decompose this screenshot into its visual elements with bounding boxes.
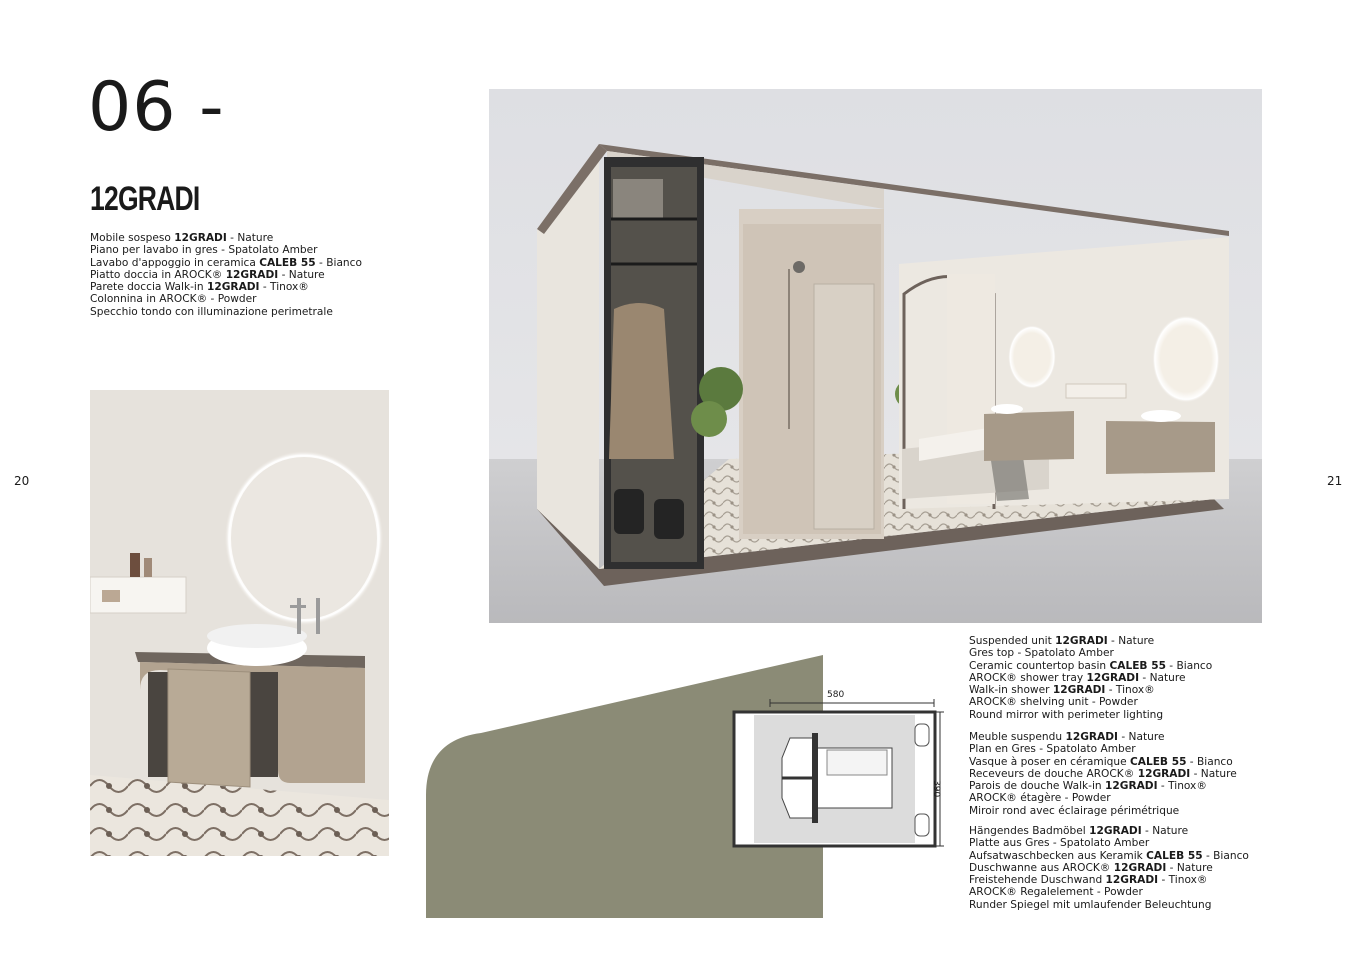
spec-text: AROCK® shower tray	[969, 671, 1087, 684]
spec-finish: - Nature	[1190, 767, 1237, 780]
spec-text: AROCK® étagère - Powder	[969, 792, 1111, 805]
spec-line	[90, 244, 362, 256]
brand-logo: 12GRADI	[90, 180, 200, 218]
spec-finish: - Nature	[1117, 731, 1165, 743]
spec-line	[969, 874, 1249, 886]
spec-product-name: 12GRADI	[1052, 684, 1106, 697]
spec-finish: - Bianco	[1165, 659, 1213, 672]
spec-line	[969, 862, 1249, 874]
spec-finish: - Nature	[1139, 671, 1186, 684]
specs-french	[969, 731, 1237, 817]
spec-finish: - Bianco	[1186, 755, 1233, 768]
spec-text: Lavabo d'appoggio in ceramica	[90, 256, 260, 269]
spec-line	[969, 635, 1212, 647]
spec-text: Walk-in shower	[969, 684, 1053, 697]
spec-text: Aufsatwaschbecken aus Keramik	[969, 849, 1147, 862]
spec-text: Vasque à poser en céramique	[969, 755, 1130, 768]
spec-text: Freistehende Duschwand	[969, 874, 1106, 887]
spec-product-name: 12GRADI	[1086, 671, 1140, 684]
spec-line	[969, 886, 1249, 898]
spec-product-name: 12GRADI	[1137, 767, 1191, 780]
spec-line	[90, 269, 362, 281]
spec-line	[90, 293, 362, 305]
section-number: 06 -	[88, 68, 225, 147]
spec-product-name: 12GRADI	[1065, 731, 1118, 743]
spec-text: Platte aus Gres - Spatolato Amber	[969, 837, 1150, 850]
spec-text: Meuble suspendu	[969, 731, 1066, 743]
spec-line	[969, 709, 1212, 721]
spec-text: Parete doccia Walk-in	[90, 281, 207, 294]
spec-line	[969, 850, 1249, 862]
spec-line	[969, 825, 1249, 837]
spec-line	[969, 780, 1237, 792]
spec-product-name: 12GRADI	[1055, 635, 1108, 647]
spec-product-name: 12GRADI	[1105, 874, 1159, 887]
spec-text: Parois de douche Walk-in	[969, 780, 1106, 793]
spec-product-name: CALEB 55	[259, 256, 316, 269]
page-number-left: 20	[14, 474, 30, 488]
main-photo	[489, 89, 1262, 623]
spec-text: Gres top - Spatolato Amber	[969, 647, 1114, 660]
spec-text: Hängendes Badmöbel	[969, 825, 1090, 837]
spec-product-name: 12GRADI	[206, 281, 260, 294]
spec-text: AROCK® Regalelement - Powder	[969, 886, 1143, 899]
spec-finish: - Nature	[278, 268, 325, 281]
page-number-right: 21	[1327, 474, 1343, 488]
spec-product-name: CALEB 55	[1146, 849, 1203, 862]
spec-finish: - Nature	[1141, 825, 1189, 837]
spec-line	[969, 899, 1249, 911]
spec-finish: - Nature	[226, 232, 274, 244]
vanity-render	[90, 390, 389, 856]
spec-line	[969, 743, 1237, 755]
spec-text: Plan en Gres - Spatolato Amber	[969, 743, 1136, 756]
floor-plan-drawing	[727, 688, 959, 856]
spec-product-name: 12GRADI	[225, 268, 279, 281]
spec-text: Miroir rond avec éclairage périmétrique	[969, 804, 1180, 817]
floorplan-depth-label: 390	[931, 780, 941, 798]
spec-text: Duschwanne aus AROCK®	[969, 861, 1114, 874]
floorplan-width-label: 580	[827, 690, 845, 700]
spec-finish: - Bianco	[315, 256, 362, 269]
spec-finish: - Nature	[1107, 635, 1155, 647]
spec-product-name: 12GRADI	[1113, 861, 1167, 874]
spec-finish: - Tinox®	[1105, 684, 1155, 697]
spec-product-name: 12GRADI	[1089, 825, 1142, 837]
spec-line	[90, 306, 362, 318]
spec-text: Runder Spiegel mit umlaufender Beleuchtung	[969, 898, 1212, 911]
spec-line	[969, 696, 1212, 708]
spec-line	[969, 731, 1237, 743]
spec-line	[90, 232, 362, 244]
spec-line	[90, 257, 362, 269]
spec-finish: - Tinox®	[259, 281, 309, 294]
spec-line	[969, 672, 1212, 684]
spec-line	[969, 792, 1237, 804]
spec-line	[969, 684, 1212, 696]
spec-product-name: CALEB 55	[1109, 659, 1166, 672]
spec-text: Colonnina in AROCK® - Powder	[90, 293, 257, 306]
spec-finish: - Tinox®	[1157, 780, 1207, 793]
spec-line	[969, 660, 1212, 672]
spec-text: Round mirror with perimeter lighting	[969, 708, 1164, 721]
pavilion-render	[489, 89, 1262, 623]
spec-finish: - Nature	[1166, 861, 1213, 874]
floor-plan	[727, 688, 959, 856]
spec-line	[969, 837, 1249, 849]
spec-text: Mobile sospeso	[90, 232, 175, 244]
spec-text: Piatto doccia in AROCK®	[90, 268, 226, 281]
spec-product-name: 12GRADI	[174, 232, 227, 244]
spec-line	[969, 805, 1237, 817]
spec-line	[969, 647, 1212, 659]
specs-english	[969, 635, 1212, 721]
spec-text: Specchio tondo con illuminazione perimetrale	[90, 305, 333, 318]
spec-text: Receveurs de douche AROCK®	[969, 767, 1138, 780]
spec-line	[969, 768, 1237, 780]
spec-text: Ceramic countertop basin	[969, 659, 1110, 672]
specs-italian	[90, 232, 362, 318]
spec-text: Piano per lavabo in gres - Spatolato Amber	[90, 244, 318, 257]
specs-german	[969, 825, 1249, 911]
vanity-photo	[90, 390, 389, 856]
spec-text: Suspended unit	[969, 635, 1056, 647]
spec-product-name: 12GRADI	[1105, 780, 1158, 793]
spec-product-name: CALEB 55	[1129, 755, 1187, 768]
spec-text: AROCK® shelving unit - Powder	[969, 696, 1138, 709]
spec-finish: - Tinox®	[1158, 874, 1208, 887]
spec-line	[969, 756, 1237, 768]
spec-line	[90, 281, 362, 293]
spec-finish: - Bianco	[1202, 849, 1249, 862]
